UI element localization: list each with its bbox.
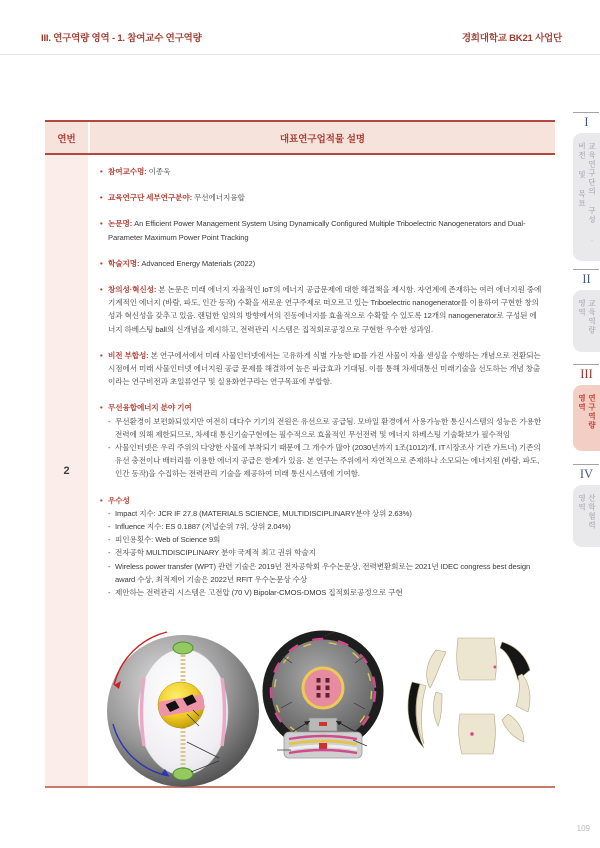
section-tab-label: 교육연구단의 구성 · 비전 및 목표: [577, 142, 597, 246]
item-label: 우수성: [108, 495, 130, 505]
cross-section-panel: [267, 632, 379, 758]
sidebar-tab-group: [573, 112, 600, 261]
ball-cutaway-panel: [107, 632, 259, 787]
section-tab-label: 연구역량 영역: [577, 394, 597, 430]
sub-item: - 전자공학 MULTIDISCIPLINARY 분야 국제적 최고 권위 학술지: [108, 548, 316, 558]
page-number: 109: [576, 824, 590, 833]
bullet-marker: •: [100, 258, 103, 268]
item-text: 무선에너지융합: [192, 193, 245, 203]
section-tab[interactable]: [573, 385, 600, 451]
bullet-marker: •: [100, 495, 103, 505]
bullet-item: [100, 283, 543, 336]
tab-numeral: I: [584, 115, 589, 129]
item-text: 본 논문은 미래 에너지 자율적인 IoT의 에너지 공급문제에 대한 해결책을 제시함. 자연계에 존재하는 여러 에너지원 중에 기계적인 에너지 (바람, 파도, 인간 동작) 수확을 새로운 연구주제로 떠오르고 있는 Triboelectric nanogenerator를 이용하여 구현한 창의성과 혁신성을 갖추고 있음. 랜덤한 임의의 방향에서의 진동에너지를 효율적으로 수확할 수 있도록 12개의 nanogenerator로 구성된 에너지 하베스팅 ball의 신개념을 제시하고, 전력관리 시스템은 집적회로공정으로 구현한 우수한 성과임.: [108, 285, 542, 334]
item-text: An Efficient Power Management System Using Dynamically Configured Multiple Triboelectric Nanogenerators and Dual-Parameter Maximum Power Point Tracking: [108, 219, 526, 242]
bullet-item: [100, 257, 543, 270]
exploded-view-panel: [408, 638, 530, 754]
header-divider: [0, 54, 600, 55]
item-label: 무선융합에너지 분야 기여: [108, 403, 192, 413]
bullet-marker: •: [100, 219, 103, 229]
sub-item: - 무선환경이 보편화되었지만 여전히 대다수 기기의 전원은 유선으로 공급됨. 모바일 환경에서 사용가능한 통신시스템의 성능은 가용한 전력에 의해 제한되므로, 차세대 통신기술구현에는 필수적으로 효율적인 무선전력 및 에너지 하베스팅 기술확보가 필수적임: [108, 416, 542, 439]
bullet-item: [100, 349, 543, 389]
bullet-marker: •: [100, 285, 103, 295]
row-number-cell: [45, 155, 90, 786]
sidebar-tab-group: [573, 364, 600, 451]
research-figure: [103, 622, 548, 788]
section-tab[interactable]: [573, 290, 600, 352]
row-number: 2: [63, 464, 70, 477]
bullet-item: [100, 165, 543, 178]
item-label: 학술지명:: [108, 258, 140, 268]
sub-item: - Wireless power transfer (WPT) 관련 기술은 2019년 전자공학회 우수논문상, 전력변환회로는 2021년 IDEC congress best design award 수상, 최적제어 기술은 2022년 RFIT 우수논문상 수상: [108, 561, 531, 584]
bullet-item: [100, 217, 543, 243]
sub-item: - 제안하는 전력관리 시스템은 고전압 (70 V) Bipolar-CMOS-DMOS 집적회로공정으로 구현: [108, 588, 403, 598]
bullet-marker: •: [100, 193, 103, 203]
bullet-item: [100, 494, 543, 600]
sub-item: - 피인용횟수: Web of Science 9회: [108, 535, 221, 545]
bullet-marker: •: [100, 350, 103, 360]
section-tab[interactable]: [573, 485, 600, 547]
col-header-number: 연번: [45, 122, 90, 153]
item-text: 본 연구에서에서 미래 사물인터넷에서는 고유하게 식별 가능한 ID를 가진 사물이 자율 센싱을 수행하는 개념으로 전환되는 시점에서 미래 사물인터넷 에너지원 공급 문제를 해결하여 높은 파급효과 기대됨. 이를 통해 차세대통신 미래기술을 선도하는 개념 창출이라는 연구비전과 초일류연구 및 실용화연구라는 연구목표에 부합함.: [108, 350, 541, 387]
item-label: 창의성·혁신성:: [108, 285, 157, 295]
table-header-row: [45, 120, 555, 155]
item-label: 비전 부합성:: [108, 350, 149, 360]
running-header-section: III. 연구역량 영역 - 1. 참여교수 연구역량: [41, 33, 202, 44]
running-header-org: 경희대학교 BK21 사업단: [461, 33, 562, 44]
item-label: 논문명:: [108, 219, 133, 229]
item-label: 교육연구단 세부연구분야:: [108, 193, 193, 203]
section-tab-label: 교육역량 영역: [577, 299, 597, 335]
sub-item: - Influence 지수: ES 0.1887 (저널순위 7위, 상위 2.04%): [108, 522, 291, 532]
tab-numeral: III: [580, 367, 593, 381]
col-header-description: 대표연구업적물 설명: [279, 133, 366, 145]
sub-item: - 사물인터넷은 우리 주위의 다양한 사물에 부착되기 때문에 그 개수가 많아 (2030년까지 1조(1012)개, IT시장조사 기관 가트너) 기존의 유선 충전이나 배터리를 이용한 에너지 공급은 한계가 있음. 본 연구는 주위에서 자연적으로 존재하나 소모되는 에너지원 (바람, 파도, 인간 동작)을 수집하는 전력관리 기술을 제공하여 미래 통신시스템에 기여함.: [108, 443, 541, 479]
bullet-item: [100, 191, 543, 204]
sidebar-tab-group: [573, 464, 600, 547]
item-label: 참여교수명:: [108, 167, 147, 176]
section-tab-label: 산학협력 영역: [577, 494, 597, 530]
bullet-marker: •: [100, 167, 103, 176]
sub-item: - Impact 지수: JCR IF 27.8 (MATERIALS SCIENCE, MULTIDISCIPLINARY분야 상위 2.63%): [108, 508, 412, 518]
bullet-item: [100, 401, 543, 480]
item-text: 이종욱: [146, 167, 171, 176]
tab-numeral: IV: [579, 467, 594, 481]
section-tab[interactable]: [573, 133, 600, 261]
triboelectric-ball-figure: [103, 622, 548, 788]
tab-numeral: II: [582, 272, 591, 286]
sidebar-tab-group: [573, 269, 600, 352]
item-text: Advanced Energy Materials (2022): [139, 258, 256, 268]
bullet-marker: •: [100, 403, 103, 413]
